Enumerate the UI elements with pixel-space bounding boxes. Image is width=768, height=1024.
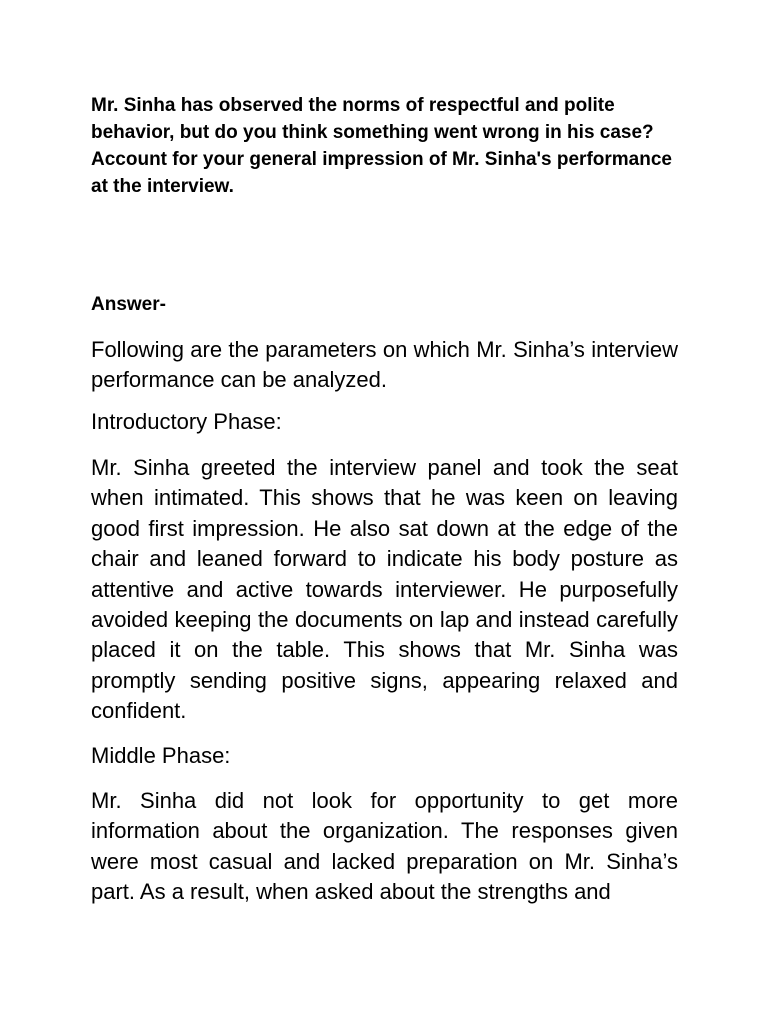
question-instruction: Account for your general impression of Mr. Sinha's performance at the interview. bbox=[91, 149, 672, 197]
intro-paragraph: Following are the parameters on which Mr. Sinha’s interview performance can be analyzed. bbox=[91, 337, 678, 393]
section-paragraph-middle-phase: Mr. Sinha did not look for opportunity to get more information about the organization. The responses given were most casual and lacked preparation on Mr. Sinha’s part. As a result, when asked about the strengths and bbox=[91, 788, 678, 905]
section-paragraph-introductory-phase: Mr. Sinha greeted the interview panel and took the seat when intimated. This shows that he was keen on leaving good first impression. He also sat down at the edge of the chair and leaned forward to indicate his body posture as attentive and active towards interviewer. He purposefully avoided keeping the documents on lap and instead carefully placed it on the table. This shows that Mr. Sinha was promptly sending positive signs, appearing relaxed and confident. bbox=[91, 455, 678, 724]
section-heading-middle-phase: Middle Phase: bbox=[91, 743, 231, 768]
question-text: Mr. Sinha has observed the norms of respectful and polite behavior, but do you think something went wrong in his case? bbox=[91, 95, 654, 143]
answer-heading: Answer- bbox=[91, 294, 166, 315]
section-heading-introductory-phase: Introductory Phase: bbox=[91, 409, 282, 434]
question-block bbox=[91, 92, 681, 200]
